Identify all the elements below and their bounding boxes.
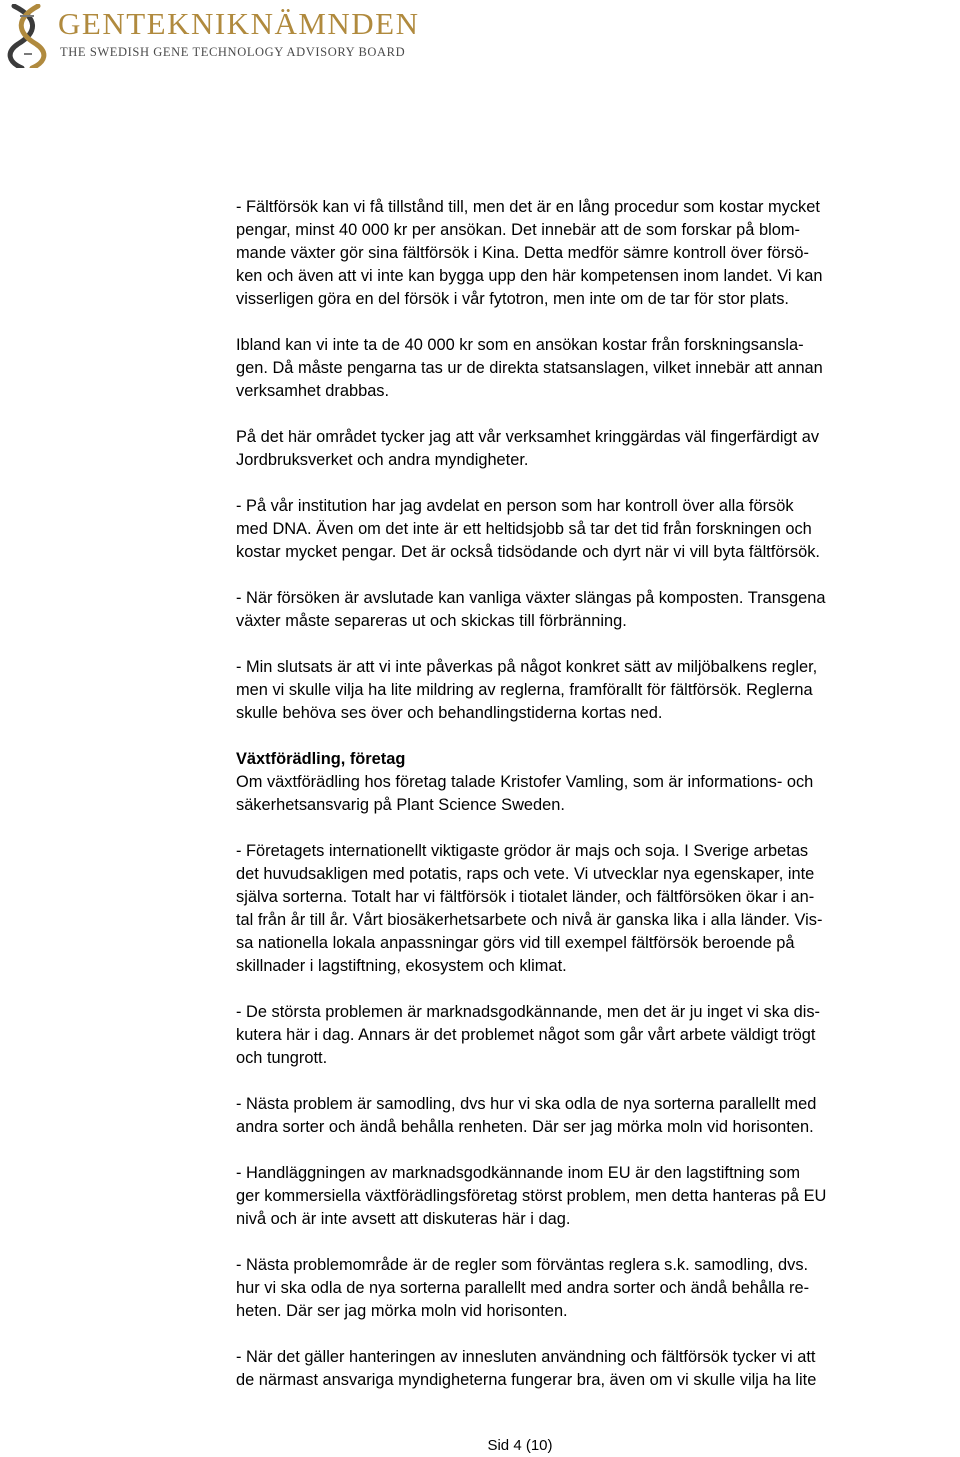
organization-name: GENTEKNIKNÄMNDEN [58,6,420,41]
paragraph-line: På det här området tycker jag att vår verksamhet kringgärdas väl fingerfärdigt av [236,428,820,446]
paragraph [236,495,960,564]
paragraph [236,587,960,633]
paragraph-line: - Nästa problem är samodling, dvs hur vi ska odla de nya sorterna parallellt med [236,1095,817,1113]
paragraph-line: skillnader i lagstiftning, ekosystem och klimat. [236,957,567,975]
paragraph-line: verksamhet drabbas. [236,382,390,400]
paragraph-line: säkerhetsansvarig på Plant Science Sweden. [236,796,565,814]
section-heading: Växtförädling, företag [236,750,406,768]
paragraph-line: ger kommersiella växtförädlingsföretag störst problem, men detta hanteras på EU [236,1187,827,1205]
paragraph [236,1001,960,1070]
paragraph-line: mande växter gör sina fältförsök i Kina. Detta medför sämre kontroll över försö- [236,244,810,262]
paragraph-line: Jordbruksverket och andra myndigheter. [236,451,529,469]
paragraph-line: - Fältförsök kan vi få tillstånd till, men det är en lång procedur som kostar mycket [236,198,820,216]
paragraph-line: växter måste separeras ut och skickas till förbränning. [236,612,627,630]
paragraph-line: - När försöken är avslutade kan vanliga växter slängas på komposten. Transgena [236,589,826,607]
paragraph-line: heten. Där ser jag mörka moln vid horisonten. [236,1302,568,1320]
paragraph-line: andra sorter och ändå behålla renheten. Där ser jag mörka moln vid horisonten. [236,1118,814,1136]
paragraph-line: kutera här i dag. Annars är det problemet något som går vårt arbete väldigt trögt [236,1026,816,1044]
paragraph [236,1162,960,1231]
organization-subtitle: THE SWEDISH GENE TECHNOLOGY ADVISORY BOARD [60,45,406,59]
paragraph [236,196,960,311]
paragraph [236,426,960,472]
paragraph-line: - De största problemen är marknadsgodkännande, men det är ju inget vi ska dis- [236,1003,820,1021]
paragraph [236,1093,960,1139]
paragraph-line: gen. Då måste pengarna tas ur de direkta statsanslagen, vilket innebär att annan [236,359,823,377]
paragraph-line: Om växtförädling hos företag talade Kristofer Vamling, som är informations- och [236,773,814,791]
paragraph-line: - När det gäller hanteringen av innesluten användning och fältförsök tycker vi att [236,1348,816,1366]
paragraph-line: och tungrott. [236,1049,328,1067]
paragraph [236,840,960,978]
paragraph-line: med DNA. Även om det inte är ett heltidsjobb så tar det tid från forskningen och [236,520,812,538]
paragraph-line: visserligen göra en del försök i vår fytotron, men inte om de tar för stor plats. [236,290,789,308]
paragraph-line: skulle behöva ses över och behandlingstiderna kortas ned. [236,704,663,722]
page-number: Sid 4 (10) [487,1437,553,1454]
paragraph [236,334,960,403]
paragraph-line: - Företagets internationellt viktigaste grödor är majs och soja. I Sverige arbetas [236,842,809,860]
paragraph-line: men vi skulle vilja ha lite mildring av reglerna, framförallt för fältförsök. Reglerna [236,681,813,699]
paragraph [236,1254,960,1323]
paragraph-line: - Min slutsats är att vi inte påverkas på något konkret sätt av miljöbalkens regler, [236,658,818,676]
paragraph-line: de närmast ansvariga myndigheterna fungerar bra, även om vi skulle vilja ha lite [236,1371,817,1389]
paragraph-line: kostar mycket pengar. Det är också tidsödande och dyrt när vi vill byta fältförsök. [236,543,820,561]
paragraph-line: det huvudsakligen med potatis, raps och vete. Vi utvecklar nya egenskaper, inte [236,865,815,883]
paragraph-line: hur vi ska odla de nya sorterna parallellt med andra sorter och ändå behålla re- [236,1279,810,1297]
paragraph-line: nivå och är inte avsett att diskuteras här i dag. [236,1210,571,1228]
paragraph-line: Ibland kan vi inte ta de 40 000 kr som en ansökan kostar från forskningsansla- [236,336,804,354]
paragraph-line: ken och även att vi inte kan bygga upp den här kompetensen inom landet. Vi kan [236,267,823,285]
paragraph [236,748,960,817]
paragraph-line: själva sorterna. Totalt har vi fältförsök i tiotalet länder, och fältförsöken ökar i an- [236,888,815,906]
paragraph-line: tal från år till år. Vårt biosäkerhetsarbete och nivå är ganska lika i alla länder. Vis- [236,911,823,929]
paragraph [236,656,960,725]
paragraph-line: pengar, minst 40 000 kr per ansökan. Det innebär att de som forskar på blom- [236,221,800,239]
paragraph-line: sa nationella lokala anpassningar görs vid till exempel fältförsök beroende på [236,934,795,952]
paragraph [236,1346,960,1392]
document-header [0,0,960,80]
dna-helix-icon [4,4,50,68]
paragraph-line: - Nästa problemområde är de regler som förväntas reglera s.k. samodling, dvs. [236,1256,809,1274]
paragraph-line: - Handläggningen av marknadsgodkännande inom EU är den lagstiftning som [236,1164,801,1182]
document-body [236,196,960,1415]
paragraph-line: - På vår institution har jag avdelat en person som har kontroll över alla försök [236,497,794,515]
